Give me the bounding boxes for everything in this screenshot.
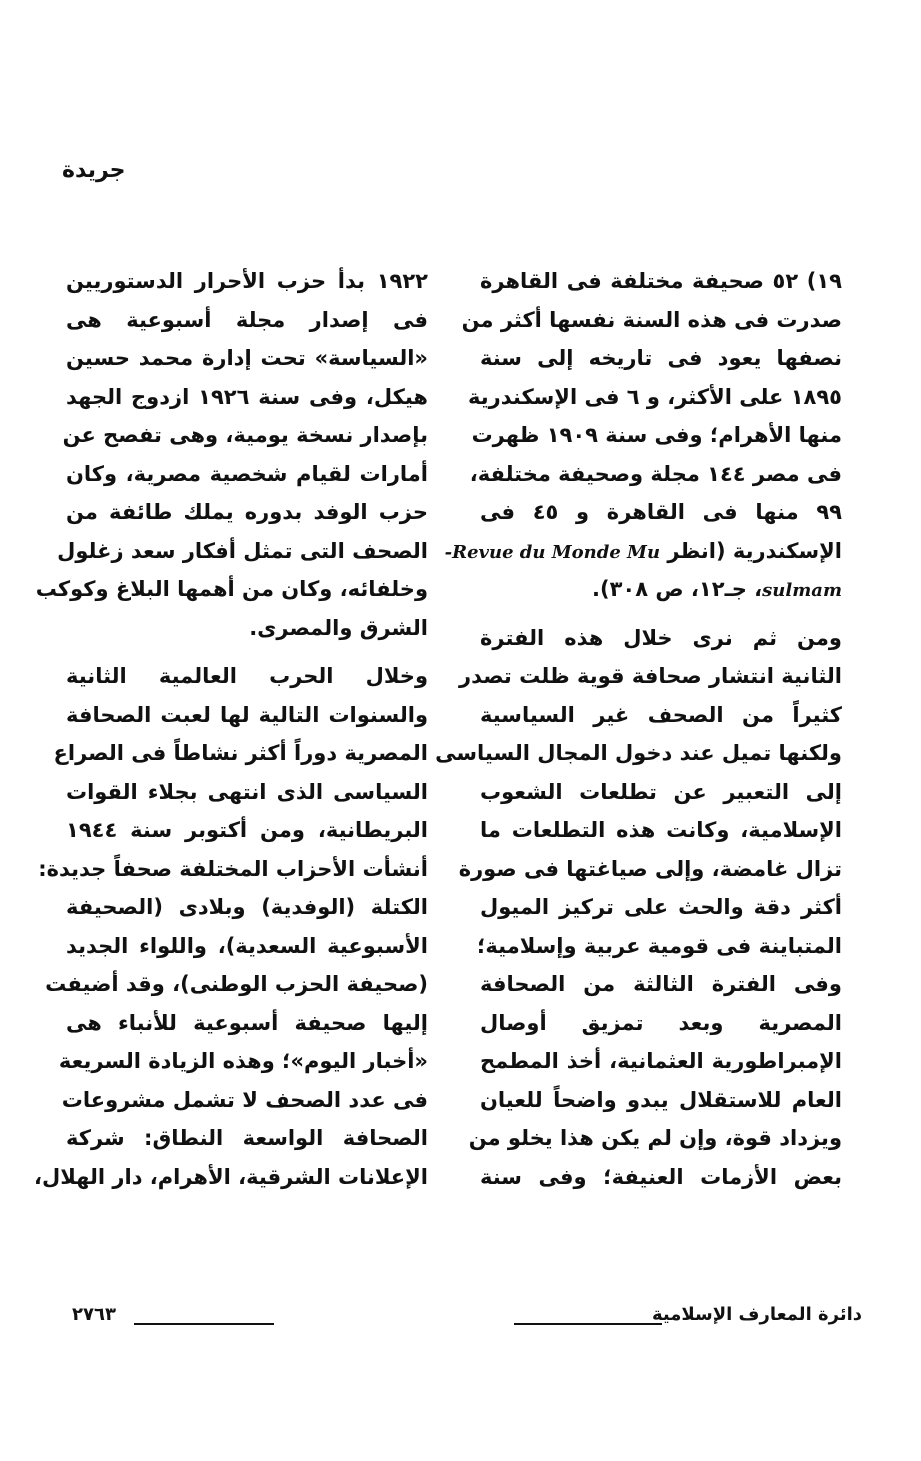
publication-title: دائرة المعارف الإسلامية xyxy=(651,1304,862,1325)
text-line: الشرق والمصرى. xyxy=(249,615,428,640)
text-line: المتباينة فى قومية عربية وإسلامية؛ xyxy=(476,933,842,958)
text-line: أكثر دقة والحث على تركيز الميول xyxy=(480,895,842,919)
text-line: المصرية دوراً أكثر نشاطاً فى الصراع xyxy=(53,741,428,765)
text-line: ١٩) ٥٢ صحيفة مختلفة فى القاهرة xyxy=(480,269,842,293)
text-line: ولكنها تميل عند دخول المجال السياسى xyxy=(435,741,842,765)
text-line: فى عدد الصحف لا تشمل مشروعات xyxy=(61,1087,428,1112)
text-line: أنشأت الأحزاب المختلفة صحفاً جديدة: xyxy=(38,856,428,881)
text-line: السياسى الذى انتهى بجلاء القوات xyxy=(66,779,428,804)
text-line: المصرية وبعد تمزيق أوصال xyxy=(480,1010,842,1035)
text-line: الإعلانات الشرقية، الأهرام، دار الهلال، xyxy=(34,1164,428,1189)
text-line: تزال غامضة، وإلى صياغتها فى صورة xyxy=(458,856,842,881)
text-line: ٩٩ منها فى القاهرة و ٤٥ فى xyxy=(480,500,842,524)
paragraph xyxy=(35,262,428,647)
text-line: ١٨٩٥ على الأكثر، و ٦ فى الإسكندرية xyxy=(468,384,842,409)
citation-line xyxy=(444,532,842,571)
text-line: نصفها يعود فى تاريخه إلى سنة xyxy=(480,346,842,370)
text-line: وخلفائه، وكان من أهمها البلاغ وكوكب xyxy=(35,577,428,601)
text-line: ويزداد قوة، وإن لم يكن هذا يخلو من xyxy=(468,1126,842,1150)
text-line: العام للاستقلال يبدو واضحاً للعيان xyxy=(480,1087,842,1112)
text-line: الثانية انتشار صحافة قوية ظلت تصدر xyxy=(458,664,842,688)
text-line: فى إصدار مجلة أسبوعية هى xyxy=(66,307,428,332)
text-line: الإسلامية، وكانت هذه التطلعات ما xyxy=(480,818,842,842)
citation-line-end xyxy=(480,570,842,609)
citation-latin-title: Revue du Monde Mu- xyxy=(444,541,661,563)
footer-rule xyxy=(134,1323,274,1325)
citation-arabic-end: ، جـ١٢، ص ٣٠٨). xyxy=(592,577,763,601)
right-column xyxy=(435,262,842,1196)
left-column xyxy=(34,262,428,1196)
text-line: وفى الفترة الثالثة من الصحافة xyxy=(480,972,842,996)
text-line: فى مصر ١٤٤ مجلة وصحيفة مختلفة، xyxy=(469,461,842,486)
text-line: والسنوات التالية لها لعبت الصحافة xyxy=(66,702,428,727)
text-line: أمارات لقيام شخصية مصرية، وكان xyxy=(66,461,428,486)
paragraph xyxy=(34,657,428,1196)
text-line: البريطانية، ومن أكتوبر سنة ١٩٤٤ xyxy=(66,818,428,842)
text-line: بعض الأزمات العنيفة؛ وفى سنة xyxy=(480,1164,842,1189)
page-number: ٢٧٦٣ xyxy=(72,1304,116,1325)
text-line: «السياسة» تحت إدارة محمد حسين xyxy=(66,346,428,370)
text-line: كثيراً من الصحف غير السياسية xyxy=(480,702,842,727)
text-line: صدرت فى هذه السنة نفسها أكثر من xyxy=(461,307,842,332)
text-line: الأسبوعية السعدية)، واللواء الجديد xyxy=(66,933,428,958)
text-line: منها الأهرام؛ وفى سنة ١٩٠٩ ظهرت xyxy=(471,423,842,447)
text-line: (صحيفة الحزب الوطنى)، وقد أضيفت xyxy=(45,972,428,996)
text-line: هيكل، وفى سنة ١٩٢٦ ازدوج الجهد xyxy=(66,384,428,409)
text-line: بإصدار نسخة يومية، وهى تفصح عن xyxy=(62,423,428,447)
paragraph xyxy=(444,262,842,609)
text-line: إلى التعبير عن تطلعات الشعوب xyxy=(480,779,842,804)
footer-rule xyxy=(514,1323,662,1325)
text-line: الصحف التى تمثل أفكار سعد زغلول xyxy=(57,538,428,563)
text-line: وخلال الحرب العالمية الثانية xyxy=(66,664,428,688)
text-line: الصحافة الواسعة النطاق: شركة xyxy=(66,1126,428,1150)
text-line: حزب الوفد بدوره يملك طائفة من xyxy=(66,500,428,524)
text-line: الإمبراطورية العثمانية، أخذ المطمح xyxy=(480,1049,842,1073)
paragraph xyxy=(435,619,842,1197)
text-line: ١٩٢٢ بدأ حزب الأحرار الدستوريين xyxy=(66,269,428,293)
running-head: جريدة xyxy=(62,158,126,183)
text-line: ومن ثم نرى خلال هذه الفترة xyxy=(480,625,842,650)
text-line: «أخبار اليوم»؛ وهذه الزيادة السريعة xyxy=(58,1049,428,1073)
text-line: الكتلة (الوفدية) وبلادى (الصحيفة xyxy=(66,895,428,919)
citation-arabic-start: الإسكندرية (انظر xyxy=(667,538,842,563)
text-line: إليها صحيفة أسبوعية للأنباء هى xyxy=(66,1010,428,1035)
citation-latin-title-end: sulmam xyxy=(762,580,842,601)
page-footer xyxy=(72,1304,862,1334)
